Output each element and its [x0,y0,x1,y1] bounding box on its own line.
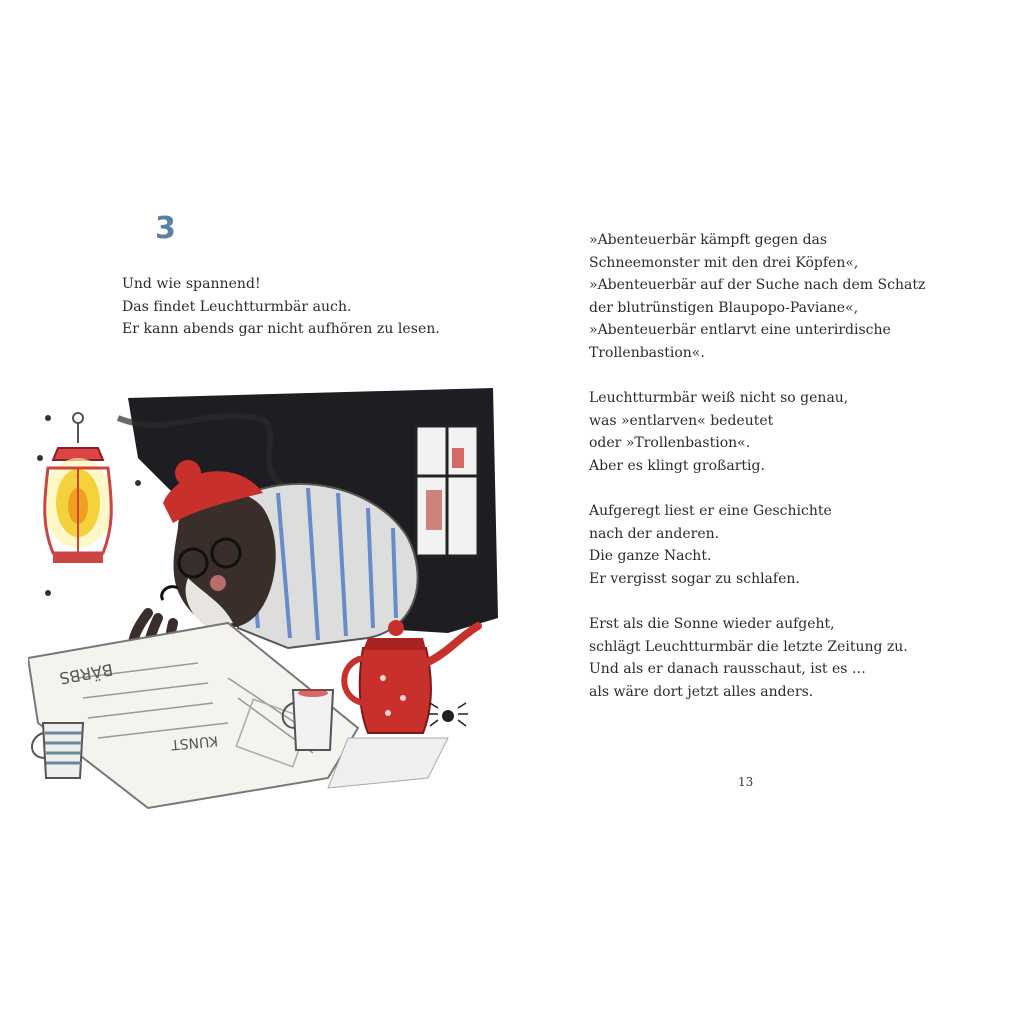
text-line: oder »Trollenbastion«. [589,435,751,452]
text-line: Er kann abends gar nicht aufhören zu lesen. [122,321,440,338]
text-line: Aber es klingt großartig. [589,457,765,474]
text-line: Leuchtturmbär weiß nicht so genau, [589,390,849,407]
spider-icon [428,703,468,726]
newspaper-headline: KUNST [170,732,219,753]
text-line: Das findet Leuchtturmbär auch. [122,298,352,315]
chapter-number: 3 [155,211,176,246]
text-line: Schneemonster mit den drei Köpfen«, [589,254,859,271]
text-line: »Abenteuerbär kämpft gegen das [589,232,828,248]
text-line: Und als er danach rausschaut, ist es … [589,661,866,678]
cup-icon [32,723,83,778]
window [416,426,478,556]
text-line: Die ganze Nacht. [589,548,712,565]
right-page-text [589,229,949,726]
text-line: Und wie spannend! [122,276,261,292]
lantern-icon [43,413,113,563]
newspaper-headline: BÄRBS [57,659,115,688]
text-line: schlägt Leuchtturmbär die letzte Zeitung zu. [589,638,908,655]
text-line: Erst als die Sonne wieder aufgeht, [589,616,835,633]
text-line: »Abenteuerbär auf der Suche nach dem Schatz [589,277,926,294]
text-line: Er vergisst sogar zu schlafen. [589,570,800,587]
text-line: was »entlarven« bedeutet [589,412,774,429]
left-page-text [122,273,440,341]
paragraph [589,229,949,365]
text-line: Aufgeregt liest er eine Geschichte [589,503,832,520]
bear-reading-illustration [28,378,508,838]
text-line: der blutrünstigen Blaupopo-Paviane«, [589,299,859,316]
paragraph [589,500,949,590]
paragraph [589,387,949,477]
paragraph [589,613,949,703]
page-number: 13 [738,775,754,789]
text-line: als wäre dort jetzt alles anders. [589,683,814,700]
text-line: Trollenbastion«. [589,344,705,361]
text-line: »Abenteuerbär entlarvt eine unterirdische [589,322,891,339]
text-line: nach der anderen. [589,525,720,542]
